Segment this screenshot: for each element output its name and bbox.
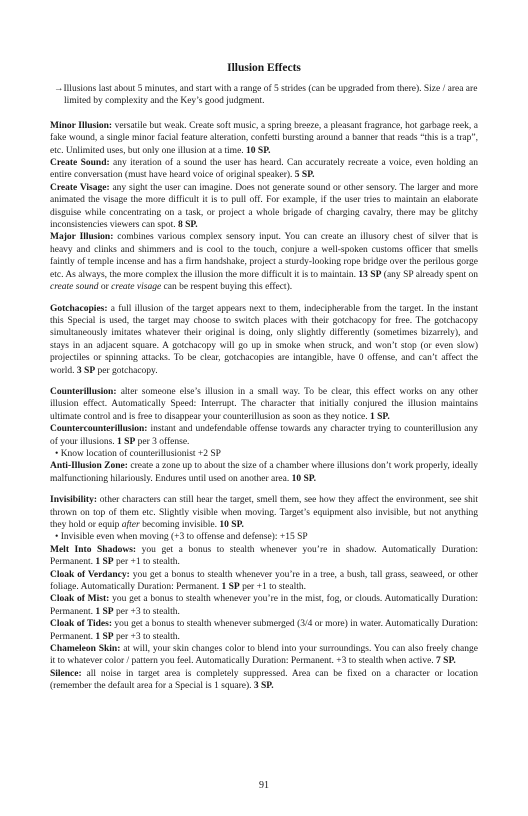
entry-cloak-of-tides: Cloak of Tides: you get a bonus to stealth whenever submerged (3/4 or more) in water. Automatically Duration: Permanent. 1 SP per +3 to stealth. bbox=[50, 619, 478, 642]
entry-major-illusion: Major Illusion: combines various complex sensory input. You can create an illusory chest of silver that is heavy and clinks and shimmers and is cool to the touch, conjure a well-spoken customs officer that smells faintly of temple incense and has a firm handshake, project a sturdy-looking rope bridge over the perilous gorge etc. As always, the more complex the illusion the more difficult it is to maintain. 13 SP (any SP already spent on create sound or create visage can be respent buying this effect). bbox=[50, 232, 478, 293]
entry-create-sound: Create Sound: any iteration of a sound the user has heard. Can accurately recreate a voice, even holding an entire conversation (must have heard voice of original speaker). 5 SP. bbox=[50, 158, 478, 181]
entry-minor-illusion: Minor Illusion: versatile but weak. Create soft music, a spring breeze, a pleasant fragrance, hot garbage reek, a fake wound, a single minor facial feature alteration, confetti bursting around a banner that reads “this is a trap”, etc. Unlimited uses, but only one illusion at a time. 10 SP. bbox=[50, 120, 478, 156]
entry-cloak-of-mist: Cloak of Mist: you get a bonus to stealth whenever you’re in the mist, fog, or clouds. Automatically Duration: Permanent. 1 SP per +3 to stealth. bbox=[50, 594, 479, 617]
entry-chameleon-skin: Chameleon Skin: at will, your skin changes color to blend into your surroundings. You can also freely change it to whatever color / pattern you feel. Automatically Duration: Permanent. +3 to stealth when active. 7 SP. bbox=[50, 644, 478, 667]
entry-cloak-of-verdancy: Cloak of Verdancy: you get a bonus to stealth whenever you’re in a tree, a bush, tall grass, seaweed, or other foliage. Automatically Duration: Permanent. 1 SP per +1 to stealth. bbox=[50, 569, 478, 593]
bullet-know-location: • Know location of counterillusionist +2 SP bbox=[55, 448, 221, 459]
entry-counterillusion: Counterillusion: alter someone else’s illusion in a small way. To be clear, this effect works on any other illusion effect. Automatically Speed: Interrupt. The character that initially conjured the illusion maintains ultimate control and is free to disappear your counterillusion as soon as they notice. 1 SP. bbox=[50, 386, 478, 422]
entry-melt-into-shadows: Melt Into Shadows: you get a bonus to stealth whenever you’re in shadow. Automatically Duration: Permanent. 1 SP per +1 to stealth. bbox=[50, 544, 479, 568]
entry-create-visage: Create Visage: any sight the user can imagine. Does not generate sound or other sensory. The larger and more animated the visage the more difficult it is to pull off. For example, if the user tries to maintain an elaborate disguise while concentrating on a task, or project a whole brigade of charging cavalry, there may be glitchy inconsistencies viewers can spot. 8 SP. bbox=[50, 182, 479, 231]
bullet-invisible-moving: • Invisible even when moving (+3 to offense and defense): +15 SP bbox=[55, 532, 308, 543]
entry-invisibility: Invisibility: other characters can still hear the target, smell them, see how they affect the environment, see shit thrown on top of them etc. Slightly visible when moving. Target’s equipment also invisible, but not anything they hold or equip after becoming invisible. 10 SP. bbox=[50, 495, 478, 530]
entry-anti-illusion-zone: Anti-Illusion Zone: create a zone up to about the size of a chamber where illusions don’t work properly, ideally malfunctioning hilariously. Endures until used on another area. 10 SP. bbox=[50, 461, 478, 484]
intro-note: →Illusions last about 5 minutes, and start with a range of 5 strides (can be upgraded from there). Size / area are limited by complexity and the Key’s good judgment. bbox=[54, 84, 478, 107]
page-number: 91 bbox=[259, 780, 269, 791]
page-title: Illusion Effects bbox=[227, 62, 301, 74]
document-page bbox=[50, 62, 478, 693]
entry-silence: Silence: all noise in target area is completely suppressed. Area can be fixed on a character or location (remember the default area for a Special is 1 square). 3 SP. bbox=[50, 668, 478, 692]
entry-countercounterillusion: Countercounterillusion: instant and undefendable offense towards any character trying to counterillusion any of your illusions. 1 SP per 3 offense. bbox=[50, 424, 478, 447]
entry-gotchacopies: Gotchacopies: a full illusion of the target appears next to them, indecipherable from the target. In the instant this Special is used, the target may choose to switch places with their gotchacopy for free. The gotchacopy simultaneously imitates whatever their original is doing, only slightly differently (sometimes bizarrely), and stays in an adjacent square. A gotchacopy will go up in smoke when struck, and won’t stop (or even slow) projectiles or spinning attacks. To be clear, gotchacopies are intangible, have 0 offense, and can’t affect the world. 3 SP per gotchacopy. bbox=[50, 303, 478, 376]
